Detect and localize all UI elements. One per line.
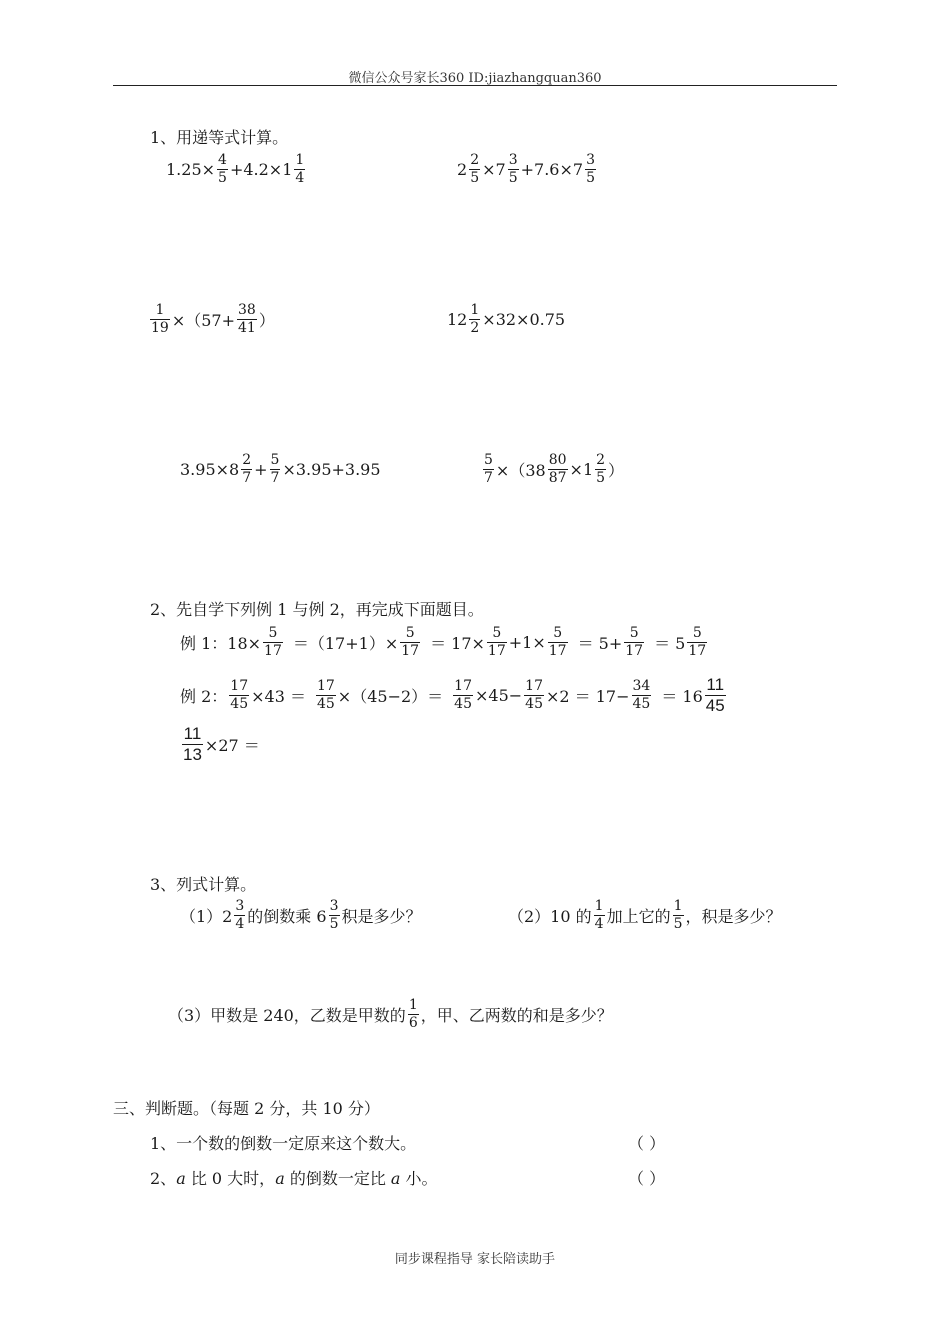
denominator: 19: [151, 320, 169, 336]
text: ，甲、乙两数的和是多少？: [420, 1006, 613, 1025]
fraction: [487, 625, 507, 660]
fraction: [294, 152, 305, 187]
q2-example-1: [180, 625, 709, 660]
denominator: 45: [525, 696, 543, 712]
numerator: 34: [632, 678, 651, 694]
variable-a: a: [176, 1169, 186, 1188]
q1-expr-5: [180, 452, 381, 487]
numerator: 1: [155, 302, 165, 318]
text: 的倒数乘 6: [247, 907, 327, 926]
denominator: 4: [594, 916, 604, 932]
numerator: 5: [492, 625, 502, 641]
header-rule: [113, 85, 837, 86]
numerator: 3: [586, 152, 595, 168]
text: +7.6×7: [520, 160, 584, 179]
q1-expr-2: [457, 152, 598, 187]
text: ）: [608, 461, 625, 480]
denominator: 41: [238, 320, 256, 336]
denominator: 5: [596, 470, 606, 486]
fraction: [316, 678, 336, 713]
text: 3.95×8: [180, 460, 240, 479]
denominator: 45: [454, 696, 472, 712]
text: 小。: [400, 1169, 438, 1188]
text: ）: [258, 311, 275, 330]
denominator: 7: [242, 470, 252, 486]
q1-expr-3: [148, 302, 275, 337]
text: ×（45−2）＝: [337, 687, 444, 706]
q3-title: 3、列式计算。: [150, 875, 257, 894]
fraction: [453, 678, 473, 713]
denominator: 5: [586, 170, 595, 186]
denominator: 45: [230, 696, 249, 712]
text: 例 2：: [180, 687, 228, 706]
fraction: [237, 302, 257, 337]
fraction: [329, 898, 340, 933]
numerator: 3: [329, 898, 339, 914]
numerator: 2: [470, 152, 480, 168]
q3-problem-2: [508, 898, 782, 933]
text: 1.25×: [166, 160, 216, 179]
denominator: 17: [548, 643, 567, 659]
text: +1×: [508, 633, 546, 652]
fraction: [595, 452, 606, 487]
fraction: [182, 724, 203, 765]
numerator: 3: [508, 152, 518, 168]
text: ×43 ＝: [251, 687, 306, 706]
fraction: [548, 625, 568, 660]
q1-expr-6: [481, 452, 624, 487]
text: （3）甲数是 240，乙数是甲数的: [168, 1006, 406, 1025]
fraction: [229, 678, 249, 713]
numerator: 1: [470, 302, 480, 318]
fraction: [585, 152, 596, 187]
text: ，积是多少？: [685, 907, 782, 926]
numerator: 3: [235, 898, 245, 914]
numerator: 1: [295, 152, 305, 168]
denominator: 5: [673, 916, 683, 932]
numerator: 38: [238, 302, 256, 318]
numerator: 2: [596, 452, 606, 468]
numerator: 17: [230, 678, 249, 694]
page-footer: 同步课程指导 家长陪读助手: [394, 1252, 556, 1267]
fraction: [150, 302, 170, 337]
fraction: [524, 678, 544, 713]
denominator: 45: [705, 696, 725, 715]
text: ＝ 17×: [430, 634, 485, 653]
denominator: 17: [688, 643, 707, 659]
numerator: 5: [270, 452, 280, 468]
answer-paren-2[interactable]: （ ）: [628, 1169, 666, 1188]
denominator: 4: [295, 170, 305, 186]
numerator: 11: [183, 724, 202, 743]
denominator: 4: [235, 916, 245, 932]
numerator: 4: [218, 152, 227, 168]
numerator: 17: [316, 678, 335, 694]
fraction: [263, 625, 283, 660]
denominator: 7: [484, 470, 493, 486]
denominator: 13: [183, 745, 202, 764]
text: 积是多少？: [341, 907, 422, 926]
text: +: [254, 460, 268, 479]
numerator: 5: [405, 625, 415, 641]
fraction: [270, 452, 281, 487]
text: +4.2×1: [229, 160, 293, 179]
numerator: 5: [484, 452, 493, 468]
q3-problem-1: [180, 898, 422, 933]
text: 比 0 大时，: [185, 1169, 276, 1188]
numerator: 80: [548, 452, 567, 468]
text: ×（38: [495, 461, 546, 480]
answer-paren-1[interactable]: （ ）: [628, 1134, 666, 1153]
denominator: 45: [632, 696, 651, 712]
q3-problem-3: [168, 997, 613, 1032]
denominator: 17: [264, 643, 282, 659]
numerator: 5: [692, 625, 702, 641]
fraction: [673, 898, 684, 933]
text: ＝ 16: [661, 687, 703, 706]
denominator: 5: [218, 170, 227, 186]
variable-a: a: [275, 1169, 285, 1188]
numerator: 5: [629, 625, 639, 641]
text: 的倒数一定比: [284, 1169, 391, 1188]
denominator: 5: [508, 170, 518, 186]
text: ＝ 5+: [577, 634, 623, 653]
text: ×45−: [474, 686, 523, 705]
text: 加上它的: [606, 907, 671, 926]
page-header: 微信公众号家长360 ID:jiazhangquan360: [348, 71, 602, 86]
fraction: [594, 898, 605, 933]
denominator: 17: [401, 643, 420, 659]
q2-title: 2、先自学下列例 1 与例 2，再完成下面题目。: [150, 600, 484, 619]
text: （2）10 的: [508, 907, 592, 926]
fraction: [508, 152, 519, 187]
text: ×32×0.75: [482, 310, 566, 329]
numerator: 17: [525, 678, 543, 694]
fraction: [632, 678, 652, 713]
fraction: [241, 452, 252, 487]
numerator: 2: [242, 452, 252, 468]
fraction: [705, 675, 726, 716]
denominator: 2: [470, 320, 480, 336]
fraction: [217, 152, 228, 187]
denominator: 5: [329, 916, 339, 932]
text: ×（57+: [171, 311, 236, 330]
text: ×7: [482, 160, 506, 179]
q1-expr-4: [447, 302, 565, 337]
numerator: 1: [408, 997, 418, 1013]
numerator: 5: [268, 625, 278, 641]
denominator: 45: [316, 696, 335, 712]
numerator: 1: [673, 898, 683, 914]
text: ＝ 5: [654, 634, 686, 653]
fraction: [548, 452, 568, 487]
fraction: [408, 997, 419, 1032]
fraction: [687, 625, 707, 660]
text: ×2 ＝ 17−: [545, 687, 630, 706]
text: 12: [447, 310, 468, 329]
fraction: [483, 452, 494, 487]
denominator: 7: [270, 470, 280, 486]
numerator: 5: [553, 625, 563, 641]
denominator: 17: [625, 643, 644, 659]
q2-task: [180, 724, 260, 765]
text: ×1: [569, 460, 594, 479]
text: ×3.95+3.95: [282, 460, 381, 479]
q1-expr-1: [166, 152, 307, 187]
numerator: 11: [706, 675, 725, 694]
text: （1）2: [180, 907, 233, 926]
fraction: [469, 302, 480, 337]
denominator: 87: [548, 470, 567, 486]
variable-a: a: [390, 1169, 401, 1188]
numerator: 1: [594, 898, 604, 914]
judgement-item-1: 1、一个数的倒数一定原来这个数大。: [150, 1134, 417, 1153]
denominator: 6: [408, 1015, 418, 1031]
judgement-item-2: [150, 1166, 438, 1189]
q2-example-2: [180, 675, 728, 716]
numerator: 17: [454, 678, 472, 694]
q1-title: 1、用递等式计算。: [150, 128, 289, 147]
section3-title: 三、判断题。（每题 2 分，共 10 分）: [113, 1099, 380, 1118]
fraction: [400, 625, 420, 660]
denominator: 5: [470, 170, 480, 186]
fraction: [624, 625, 644, 660]
text: ×27 ＝: [204, 736, 260, 755]
denominator: 17: [487, 643, 506, 659]
text: 例 1：18×: [180, 634, 262, 653]
fraction: [469, 152, 480, 187]
text: 2、: [150, 1169, 177, 1188]
text: 2: [457, 160, 468, 179]
fraction: [234, 898, 245, 933]
text: ＝（17+1）×: [292, 634, 399, 653]
